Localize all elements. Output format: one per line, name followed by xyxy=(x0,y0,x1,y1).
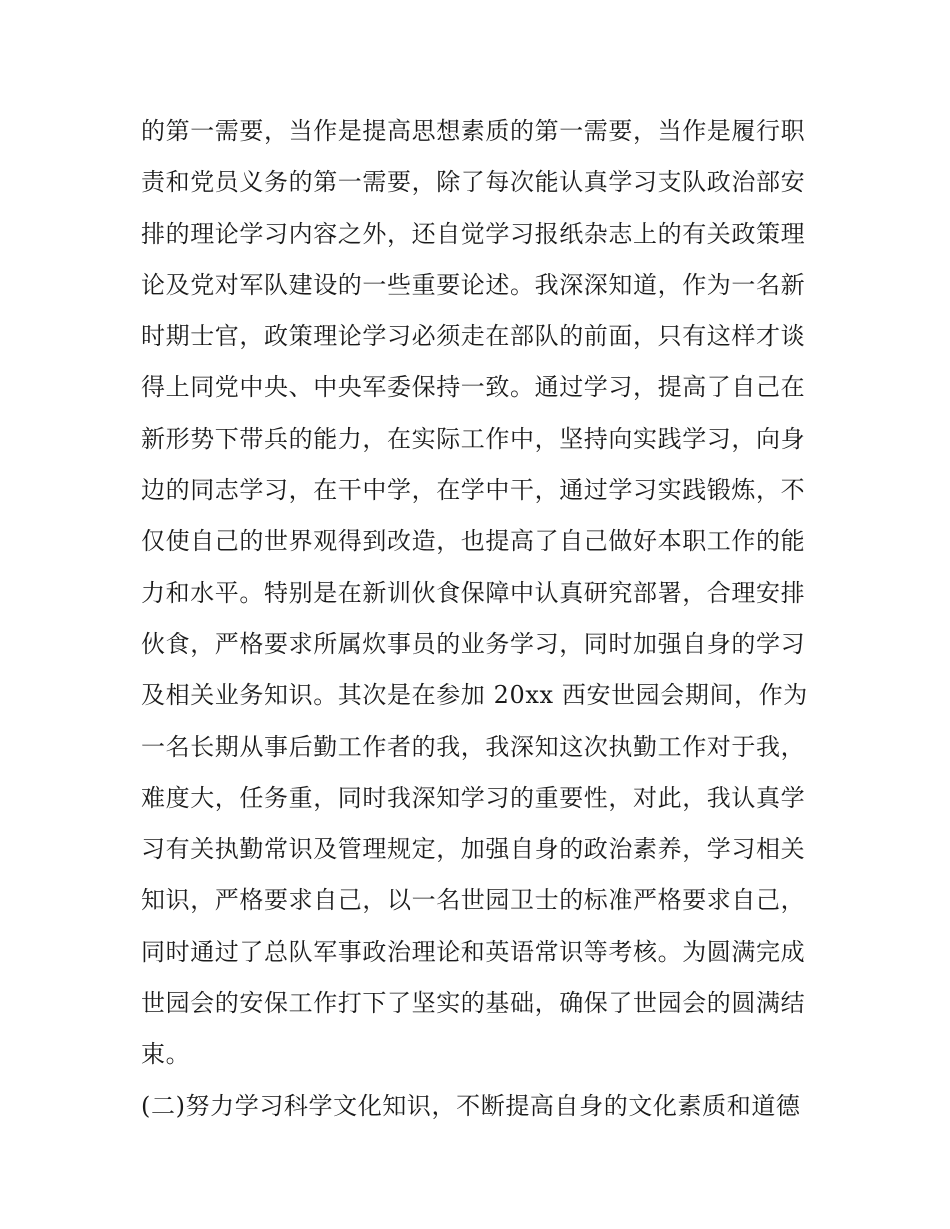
text-line: 论及党对军队建设的一些重要论述。我深深知道，作为一名新 xyxy=(141,270,806,299)
text-line: 仅使自己的世界观得到改造，也提高了自己做好本职工作的能 xyxy=(141,527,806,556)
text-line: 同时通过了总队军事政治理论和英语常识等考核。为圆满完成 xyxy=(141,937,806,966)
text-line: 伙食，严格要求所属炊事员的业务学习，同时加强自身的学习 xyxy=(141,629,806,658)
text-line: 习有关执勤常识及管理规定，加强自身的政治素养，学习相关 xyxy=(141,835,806,864)
text-line: 责和党员义务的第一需要，除了每次能认真学习支队政治部安 xyxy=(141,168,806,197)
body-text xyxy=(141,106,841,1132)
text-line: 新形势下带兵的能力，在实际工作中，坚持向实践学习，向身 xyxy=(141,424,806,453)
text-line: 一名长期从事后勤工作者的我，我深知这次执勤工作对于我， xyxy=(141,732,806,761)
text-line: 的第一需要，当作是提高思想素质的第一需要，当作是履行职 xyxy=(141,117,806,145)
text-line: 时期士官，政策理论学习必须走在部队的前面，只有这样才谈 xyxy=(141,322,806,351)
text-line: 束。 xyxy=(141,1040,191,1069)
section-heading-line: (二)努力学习科学文化知识，不断提高自身的文化素质和道德 xyxy=(141,1091,801,1120)
text-line: 得上同党中央、中央军委保持一致。通过学习，提高了自己在 xyxy=(141,373,806,402)
text-line: 排的理论学习内容之外，还自觉学习报纸杂志上的有关政策理 xyxy=(141,219,806,248)
text-line: 及相关业务知识。其次是在参加 20xx 西安世园会期间，作为 xyxy=(141,681,808,710)
text-line: 世园会的安保工作打下了坚实的基础，确保了世园会的圆满结 xyxy=(141,989,806,1018)
text-line: 力和水平。特别是在新训伙食保障中认真研究部署，合理安排 xyxy=(141,578,806,607)
text-line: 边的同志学习，在干中学，在学中干，通过学习实践锻炼，不 xyxy=(141,476,806,505)
text-line: 知识，严格要求自己，以一名世园卫士的标准严格要求自己， xyxy=(141,886,806,915)
text-line: 难度大，任务重，同时我深知学习的重要性，对此，我认真学 xyxy=(141,783,806,812)
